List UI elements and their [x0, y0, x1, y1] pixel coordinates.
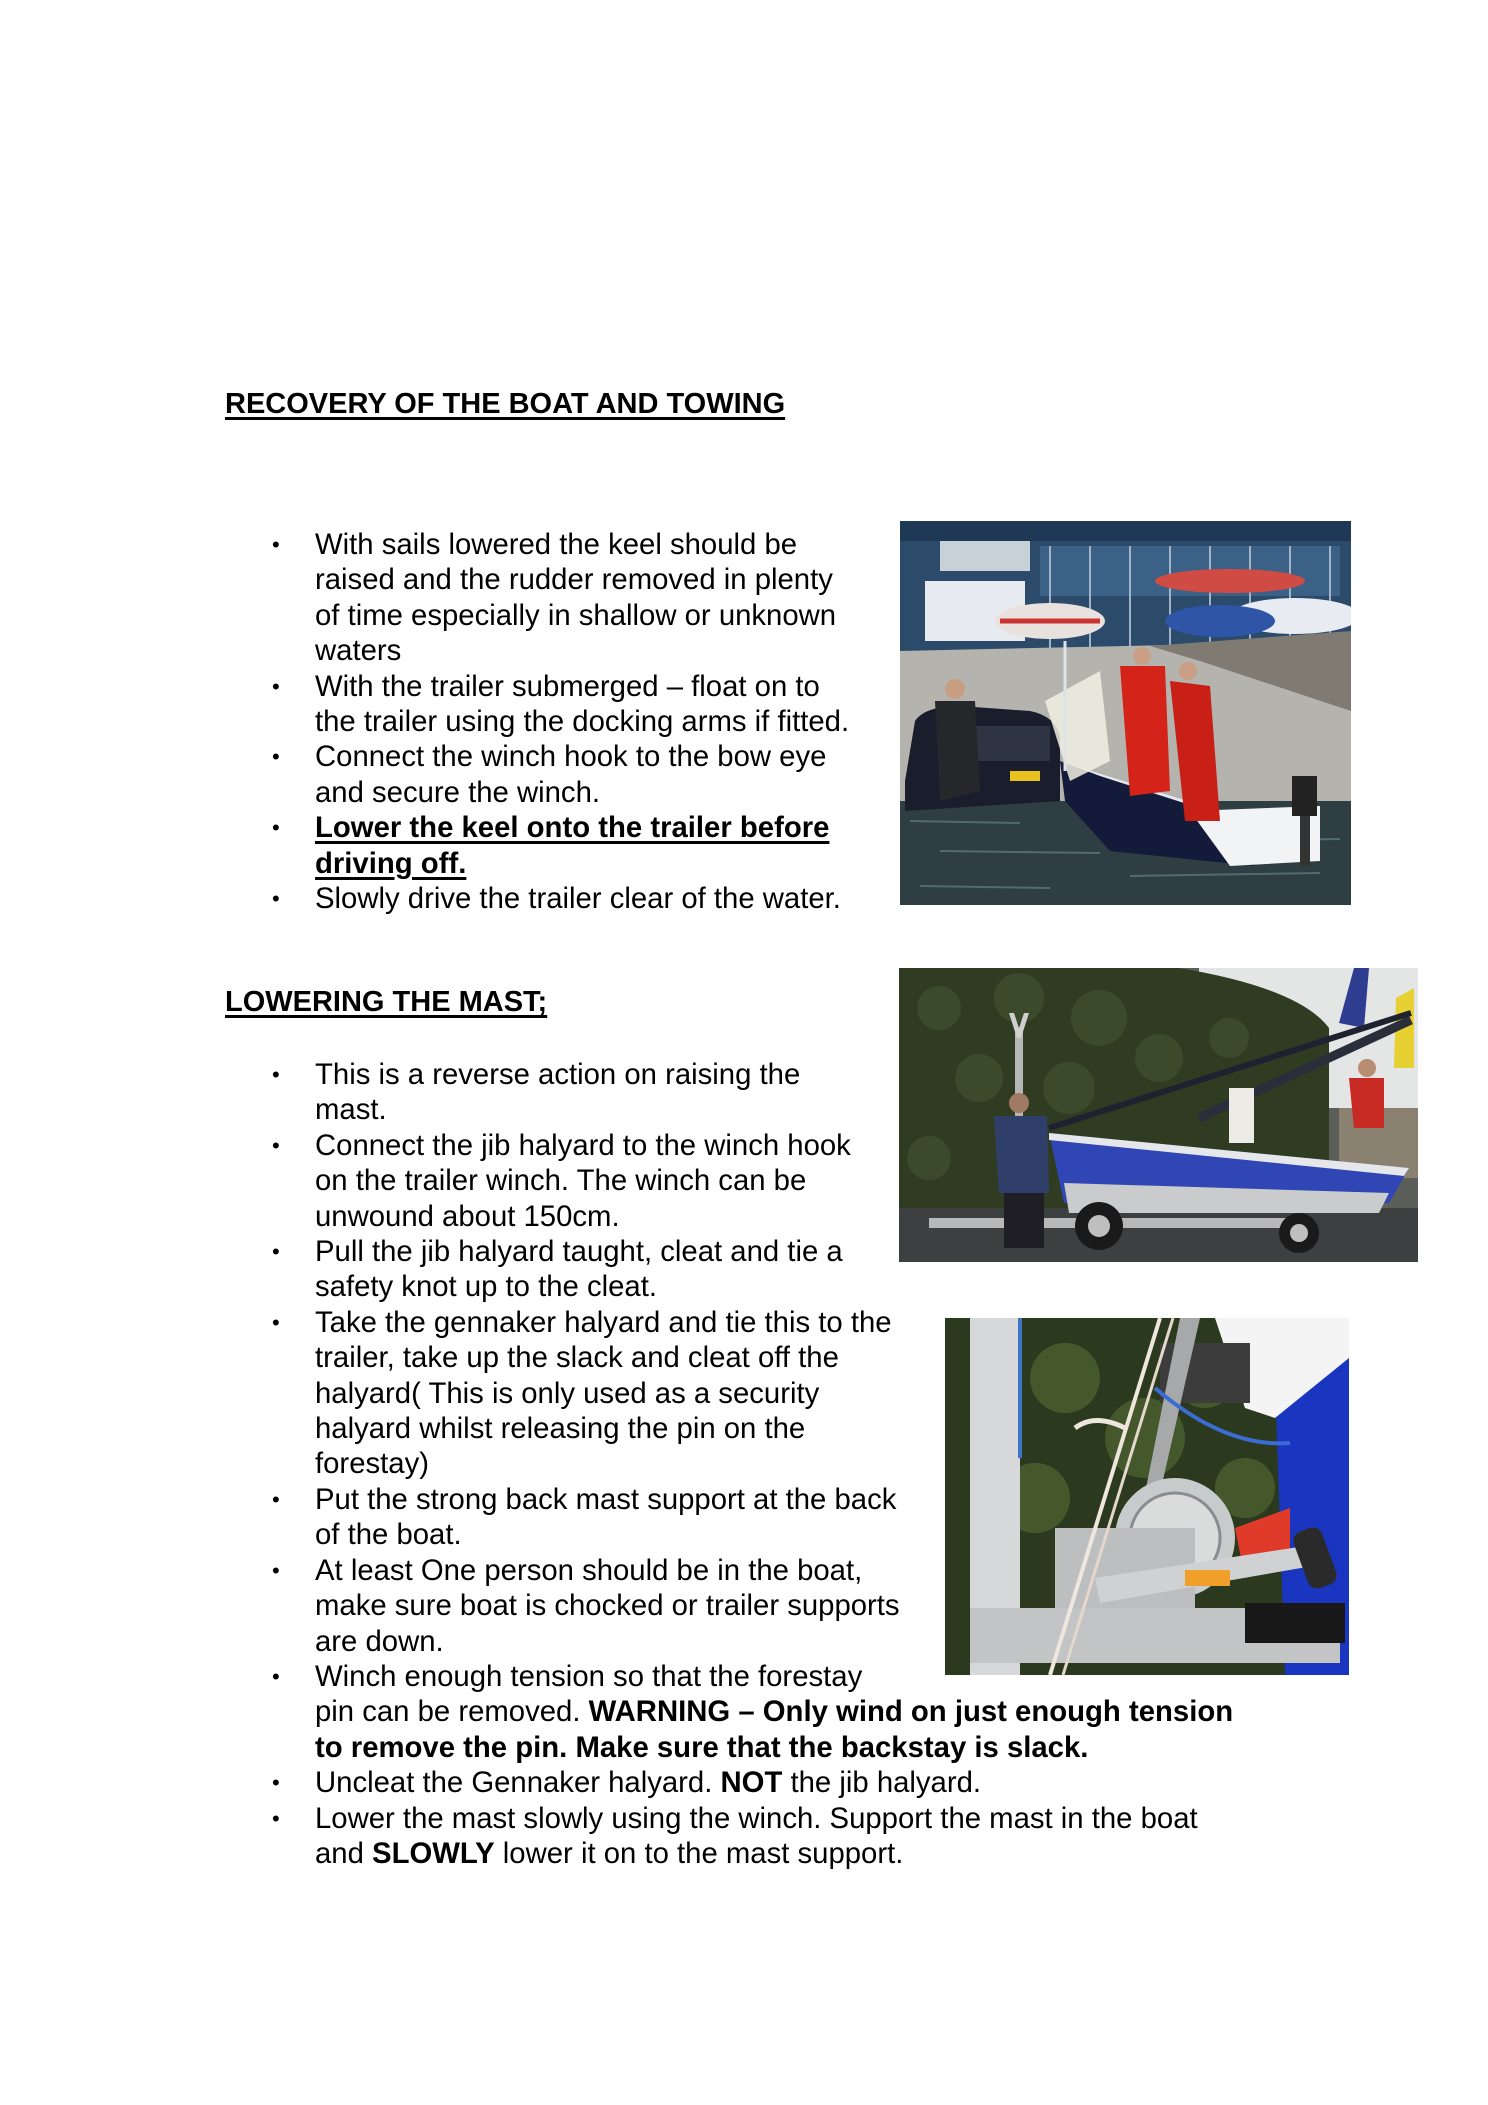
- list-item-line: waters: [315, 634, 402, 668]
- list-item-line: make sure boat is chocked or trailer supports: [315, 1589, 900, 1623]
- list-item: [225, 669, 865, 740]
- list-item-line: Slowly drive the trailer clear of the water.: [315, 882, 841, 916]
- list-item: [225, 1801, 1375, 1872]
- text-normal: the jib halyard.: [782, 1766, 982, 1800]
- text-normal: Uncleat the Gennaker halyard.: [315, 1766, 721, 1800]
- list-item-line: of time especially in shallow or unknown: [315, 598, 837, 632]
- bullet-icon: •: [272, 1309, 280, 1335]
- bullet-icon: •: [272, 1486, 280, 1512]
- list-item-line: Take the gennaker halyard and tie this to the: [315, 1305, 892, 1339]
- text-normal: lower it on to the mast support.: [494, 1836, 904, 1870]
- list-item-line: unwound about 150cm.: [315, 1199, 620, 1233]
- list-item-line: [315, 1694, 1375, 1729]
- bullet-icon: •: [272, 815, 280, 841]
- list-item-line: [315, 1765, 1375, 1800]
- bullet-icon: •: [272, 744, 280, 770]
- list-item-line: are down.: [315, 1624, 444, 1658]
- list-item-line: With the trailer submerged – float on to: [315, 669, 820, 703]
- list-item-line: This is a reverse action on raising the: [315, 1058, 801, 1091]
- list-item-line: of the boat.: [315, 1518, 462, 1552]
- list-item-line: driving off.: [315, 846, 467, 880]
- list-item: [225, 1765, 1375, 1800]
- list-item-warning: [225, 810, 865, 881]
- bullet-icon: •: [272, 886, 280, 912]
- photo-boat-on-trailer-image: [899, 968, 1418, 1262]
- list-item-line: mast.: [315, 1093, 387, 1127]
- bullet-icon: •: [272, 1132, 280, 1158]
- bullet-icon: •: [272, 532, 280, 557]
- photo-boat-recovery-image: [900, 521, 1351, 905]
- list-item-line: Lower the mast slowly using the winch. Support the mast in the boat: [315, 1801, 1198, 1835]
- list-item-line: safety knot up to the cleat.: [315, 1270, 658, 1304]
- list-item-line: halyard whilst releasing the pin on the: [315, 1412, 806, 1446]
- bullet-icon: •: [272, 1239, 280, 1265]
- list-item-line: forestay): [315, 1447, 429, 1481]
- bullet-icon: •: [272, 673, 280, 699]
- list-item-line: trailer, take up the slack and cleat off the: [315, 1341, 839, 1375]
- list-item-line: the trailer using the docking arms if fitted.: [315, 705, 850, 739]
- list-item-line: Connect the jib halyard to the winch hook: [315, 1128, 851, 1162]
- list-item-line: At least One person should be in the boat,: [315, 1553, 863, 1587]
- list-item-line: Pull the jib halyard taught, cleat and tie a: [315, 1235, 843, 1269]
- list-item-line: on the trailer winch. The winch can be: [315, 1164, 807, 1198]
- photo-boat-on-trailer: [899, 968, 1418, 1262]
- list-item-line: With sails lowered the keel should be: [315, 528, 798, 561]
- text-normal: and: [315, 1836, 373, 1870]
- list-item: [225, 881, 865, 916]
- list-item-line: Lower the keel onto the trailer before: [315, 811, 830, 845]
- list-item-line: Winch enough tension so that the forestay: [315, 1659, 863, 1693]
- bullet-icon: •: [272, 1062, 280, 1087]
- emphasis-text: NOT: [720, 1766, 783, 1800]
- list-item-line: and secure the winch.: [315, 775, 601, 809]
- list-item-line: Connect the winch hook to the bow eye: [315, 740, 827, 774]
- section-heading-lowering-mast: LOWERING THE MAST;: [225, 986, 548, 1018]
- bullet-icon: •: [272, 1770, 280, 1796]
- list-item: [225, 739, 865, 810]
- photo-boat-recovery: [900, 521, 1351, 905]
- warning-text: to remove the pin. Make sure that the backstay is slack.: [315, 1730, 1089, 1764]
- photo-trailer-winch: [945, 1318, 1349, 1675]
- list-item: [225, 527, 865, 669]
- bullet-icon: •: [272, 1557, 280, 1583]
- section-heading-recovery: RECOVERY OF THE BOAT AND TOWING: [225, 388, 786, 420]
- list-item-line: [315, 1836, 1375, 1871]
- photo-trailer-winch-image: [945, 1318, 1349, 1675]
- text-normal: pin can be removed.: [315, 1695, 589, 1729]
- bullet-icon: •: [272, 1663, 280, 1689]
- recovery-steps-list: [225, 527, 865, 916]
- emphasis-text: SLOWLY: [372, 1836, 495, 1870]
- list-item-line: Put the strong back mast support at the back: [315, 1482, 897, 1516]
- list-item-line: [315, 1730, 1375, 1765]
- bullet-icon: •: [272, 1805, 280, 1831]
- list-item-line: raised and the rudder removed in plenty: [315, 563, 833, 597]
- warning-text: WARNING – Only wind on just enough tension: [588, 1695, 1234, 1729]
- list-item-line: halyard( This is only used as a security: [315, 1376, 820, 1410]
